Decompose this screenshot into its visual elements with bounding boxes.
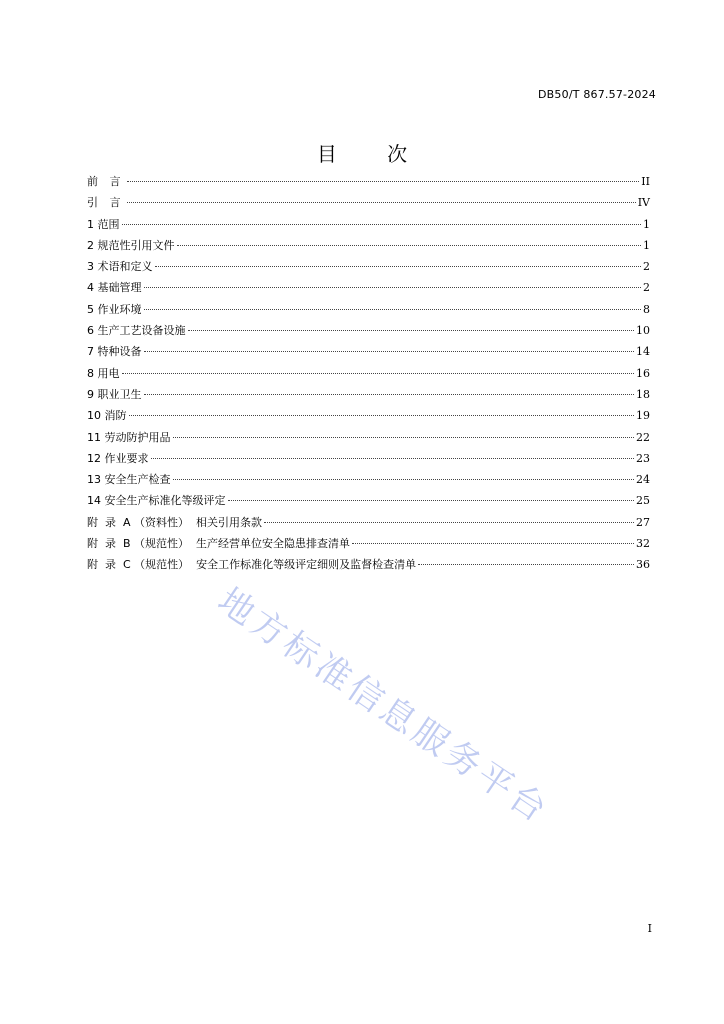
toc-entry-label: 10 消防	[87, 409, 127, 423]
toc-entry-page: 2	[643, 260, 650, 274]
toc-entry[interactable]	[87, 429, 650, 450]
toc-entry[interactable]	[87, 407, 650, 428]
toc-entry-label: 前 言	[87, 175, 125, 188]
toc-entry-label: 9 职业卫生	[87, 387, 142, 401]
toc-entry-page: 14	[636, 345, 650, 359]
toc-entry-label: 附 录 A （资料性） 相关引用条款	[87, 515, 262, 529]
toc-leader-dots	[122, 373, 635, 374]
toc-leader-dots	[173, 437, 635, 438]
toc-entry[interactable]	[87, 237, 650, 258]
toc-entry[interactable]	[87, 279, 650, 300]
toc-entry-label: 附 录 C （规范性） 安全工作标准化等级评定细则及监督检查清单	[87, 558, 417, 572]
toc-entry-page: 2	[643, 281, 650, 295]
toc-leader-dots	[144, 351, 635, 352]
toc-leader-dots	[155, 266, 642, 267]
toc-leader-dots	[352, 543, 634, 544]
toc-entry-label: 4 基础管理	[87, 281, 142, 295]
toc-entry[interactable]	[87, 216, 650, 237]
toc-entry[interactable]	[87, 365, 650, 386]
toc-entry[interactable]	[87, 194, 650, 215]
toc-leader-dots	[127, 181, 640, 182]
toc-entry-label: 5 作业环境	[87, 302, 142, 316]
toc-entry-label: 8 用电	[87, 366, 120, 380]
toc-entry-page: 24	[636, 473, 650, 487]
toc-entry-page: 1	[643, 217, 650, 231]
toc-entry[interactable]	[87, 173, 650, 194]
toc-entry[interactable]	[87, 343, 650, 364]
toc-entry-label: 2 规范性引用文件	[87, 238, 175, 252]
toc-leader-dots	[228, 500, 635, 501]
toc-entry-page: 18	[636, 387, 650, 401]
toc-entry-label: 12 作业要求	[87, 451, 149, 465]
toc-entry[interactable]	[87, 514, 650, 535]
toc-leader-dots	[122, 224, 642, 225]
toc-entry-page: 23	[636, 451, 650, 465]
toc-leader-dots	[177, 245, 642, 246]
toc-entry-label: 11 劳动防护用品	[87, 430, 171, 444]
watermark: 地方标准信息服务平台	[210, 580, 557, 833]
toc-entry[interactable]	[87, 535, 650, 556]
toc-entry-page: 27	[636, 515, 650, 529]
toc-leader-dots	[264, 522, 634, 523]
toc-leader-dots	[127, 202, 636, 203]
toc-entry-page: 10	[636, 324, 650, 338]
table-of-contents	[87, 173, 650, 578]
toc-entry[interactable]	[87, 450, 650, 471]
toc-entry-page: IV	[637, 196, 650, 210]
toc-entry-page: 16	[636, 366, 650, 380]
toc-entry-label: 6 生产工艺设备设施	[87, 324, 186, 338]
toc-entry-label: 7 特种设备	[87, 345, 142, 359]
toc-entry[interactable]	[87, 556, 650, 577]
toc-entry-label: 1 范围	[87, 217, 120, 231]
toc-leader-dots	[129, 415, 635, 416]
toc-entry-page: II	[641, 175, 650, 188]
toc-entry[interactable]	[87, 258, 650, 279]
toc-entry-label: 3 术语和定义	[87, 260, 153, 274]
toc-entry-label: 13 安全生产检查	[87, 473, 171, 487]
toc-entry[interactable]	[87, 386, 650, 407]
toc-entry-page: 19	[636, 409, 650, 423]
doc-code: DB50/T 867.57-2024	[538, 88, 656, 101]
toc-entry[interactable]	[87, 471, 650, 492]
toc-entry[interactable]	[87, 322, 650, 343]
toc-leader-dots	[144, 287, 642, 288]
toc-entry[interactable]	[87, 492, 650, 513]
toc-entry-page: 1	[643, 238, 650, 252]
toc-leader-dots	[151, 458, 635, 459]
toc-entry-page: 36	[636, 558, 650, 572]
toc-entry-label: 附 录 B （规范性） 生产经营单位安全隐患排查清单	[87, 537, 351, 551]
toc-entry-page: 8	[643, 302, 650, 316]
toc-title: 目 次	[316, 142, 430, 166]
toc-entry-page: 25	[636, 494, 650, 508]
toc-entry-label: 14 安全生产标准化等级评定	[87, 494, 226, 508]
toc-leader-dots	[173, 479, 635, 480]
toc-leader-dots	[418, 564, 634, 565]
toc-entry-page: 22	[636, 430, 650, 444]
toc-entry-label: 引 言	[87, 196, 125, 210]
toc-entry[interactable]	[87, 301, 650, 322]
toc-leader-dots	[144, 309, 642, 310]
toc-entry-page: 32	[636, 537, 650, 551]
toc-leader-dots	[144, 394, 635, 395]
toc-leader-dots	[188, 330, 635, 331]
page-number: I	[647, 922, 652, 935]
